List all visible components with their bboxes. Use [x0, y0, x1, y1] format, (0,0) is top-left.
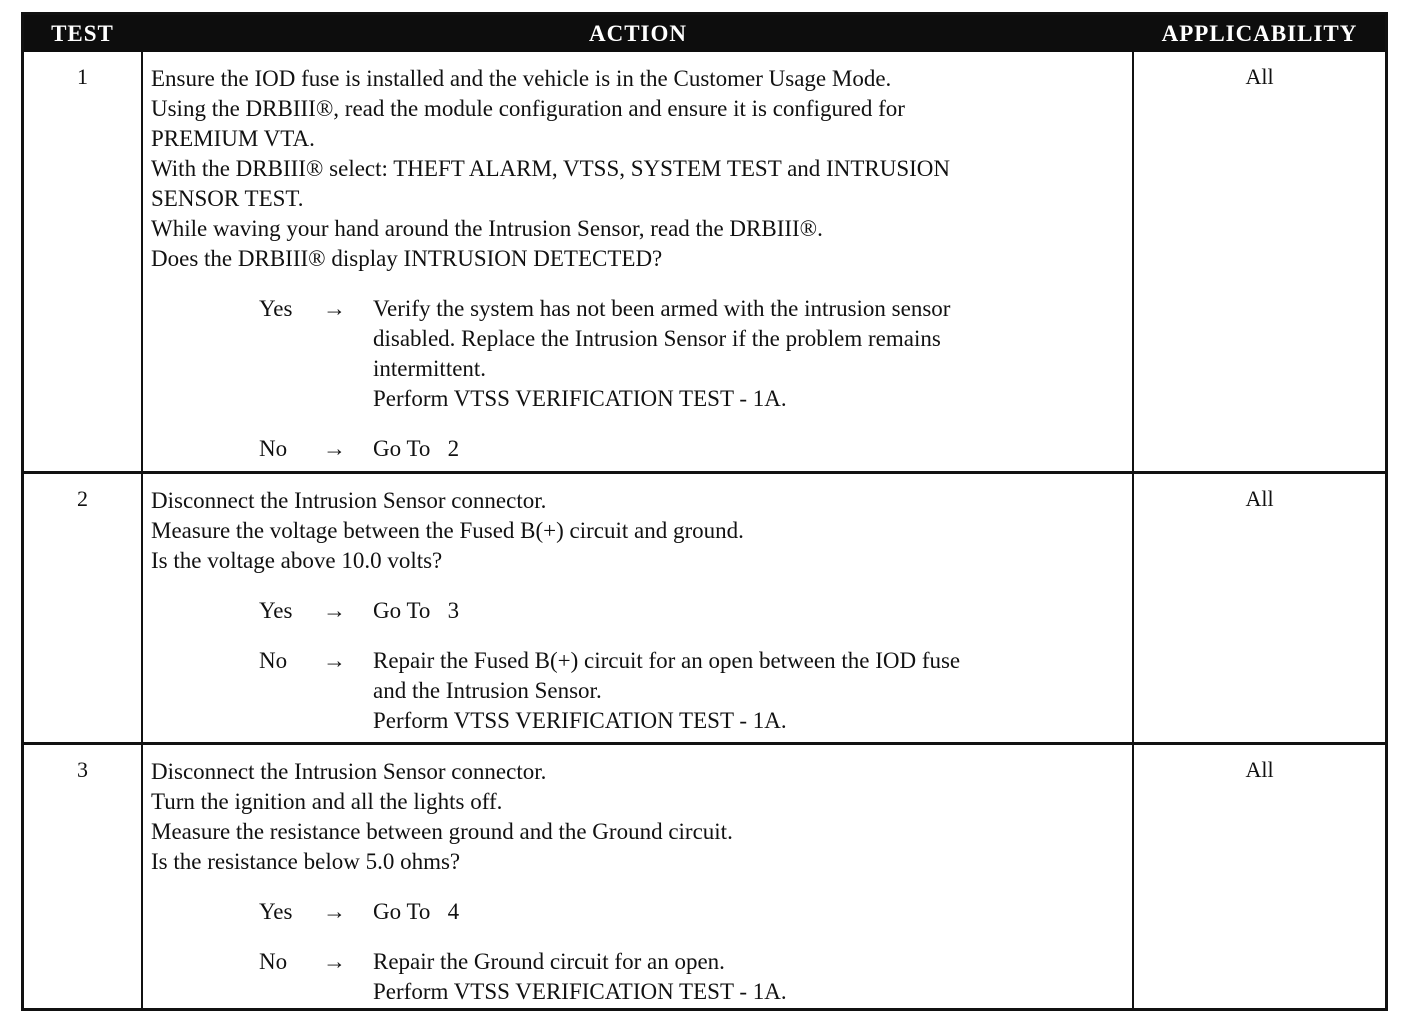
- answer-text: Repair the Ground circuit for an open.: [373, 949, 725, 974]
- header-test: TEST: [51, 21, 114, 46]
- table-header: [24, 15, 1385, 52]
- answer-text: Verify the system has not been armed with the intrusion sensor: [373, 296, 951, 321]
- answer-text: Go To 4: [373, 899, 460, 924]
- action-cell: [151, 486, 1125, 736]
- step-text: Measure the resistance between ground and the Ground circuit.: [151, 819, 733, 844]
- answer-text: Perform VTSS VERIFICATION TEST - 1A.: [373, 708, 787, 733]
- arrow-icon: →: [323, 296, 346, 321]
- arrow-icon: →: [323, 598, 346, 623]
- answer-no: [151, 947, 1125, 1007]
- table-row: [24, 745, 1385, 1008]
- step-text: Measure the voltage between the Fused B(+) circuit and ground.: [151, 518, 744, 543]
- step-text: Disconnect the Intrusion Sensor connector.: [151, 759, 547, 784]
- table-row: [24, 474, 1385, 742]
- step-text: Disconnect the Intrusion Sensor connector.: [151, 488, 547, 513]
- step-text: Does the DRBIII® display INTRUSION DETECTED?: [151, 246, 663, 271]
- answer-yes: [151, 294, 1125, 414]
- arrow-icon: →: [323, 949, 346, 974]
- test-number: 3: [77, 757, 88, 782]
- step-text: Using the DRBIII®, read the module configuration and ensure it is configured for: [151, 96, 905, 121]
- test-number: 2: [77, 486, 88, 511]
- step-text: Ensure the IOD fuse is installed and the vehicle is in the Customer Usage Mode.: [151, 66, 892, 91]
- applicability-cell: All: [1245, 757, 1274, 782]
- test-number: 1: [77, 64, 88, 89]
- step-text: PREMIUM VTA.: [151, 126, 315, 151]
- action-cell: [151, 64, 1125, 464]
- action-cell: [151, 757, 1125, 1007]
- applicability-cell: All: [1245, 64, 1274, 89]
- arrow-icon: →: [323, 436, 346, 461]
- answer-text: intermittent.: [373, 356, 487, 381]
- answer-text: Repair the Fused B(+) circuit for an open between the IOD fuse: [373, 648, 961, 673]
- arrow-icon: →: [323, 648, 346, 673]
- answer-text: disabled. Replace the Intrusion Sensor if the problem remains: [373, 326, 941, 351]
- step-text: SENSOR TEST.: [151, 186, 304, 211]
- answer-text: and the Intrusion Sensor.: [373, 678, 602, 703]
- answer-yes: [151, 596, 1125, 626]
- arrow-icon: →: [323, 899, 346, 924]
- step-text: While waving your hand around the Intrusion Sensor, read the DRBIII®.: [151, 216, 823, 241]
- answer-label: No: [259, 436, 288, 461]
- answer-text: Perform VTSS VERIFICATION TEST - 1A.: [373, 979, 787, 1004]
- step-text: Turn the ignition and all the lights off.: [151, 789, 503, 814]
- header-action: ACTION: [588, 21, 687, 46]
- answer-label: Yes: [259, 598, 293, 623]
- answer-yes: [151, 897, 1125, 927]
- answer-text: Perform VTSS VERIFICATION TEST - 1A.: [373, 386, 787, 411]
- step-text: Is the resistance below 5.0 ohms?: [151, 849, 461, 874]
- diagnostic-test-table: [21, 12, 1388, 1011]
- answer-text: Go To 2: [373, 436, 460, 461]
- answer-no: [151, 646, 1125, 736]
- answer-label: Yes: [259, 296, 293, 321]
- step-text: With the DRBIII® select: THEFT ALARM, VTSS, SYSTEM TEST and INTRUSION: [151, 156, 950, 181]
- answer-label: No: [259, 949, 288, 974]
- table-row: [24, 52, 1385, 471]
- applicability-cell: All: [1245, 486, 1274, 511]
- answer-label: No: [259, 648, 288, 673]
- answer-label: Yes: [259, 899, 293, 924]
- answer-text: Go To 3: [373, 598, 460, 623]
- step-text: Is the voltage above 10.0 volts?: [151, 548, 443, 573]
- header-applicability: APPLICABILITY: [1161, 21, 1358, 46]
- answer-no: [151, 434, 1125, 464]
